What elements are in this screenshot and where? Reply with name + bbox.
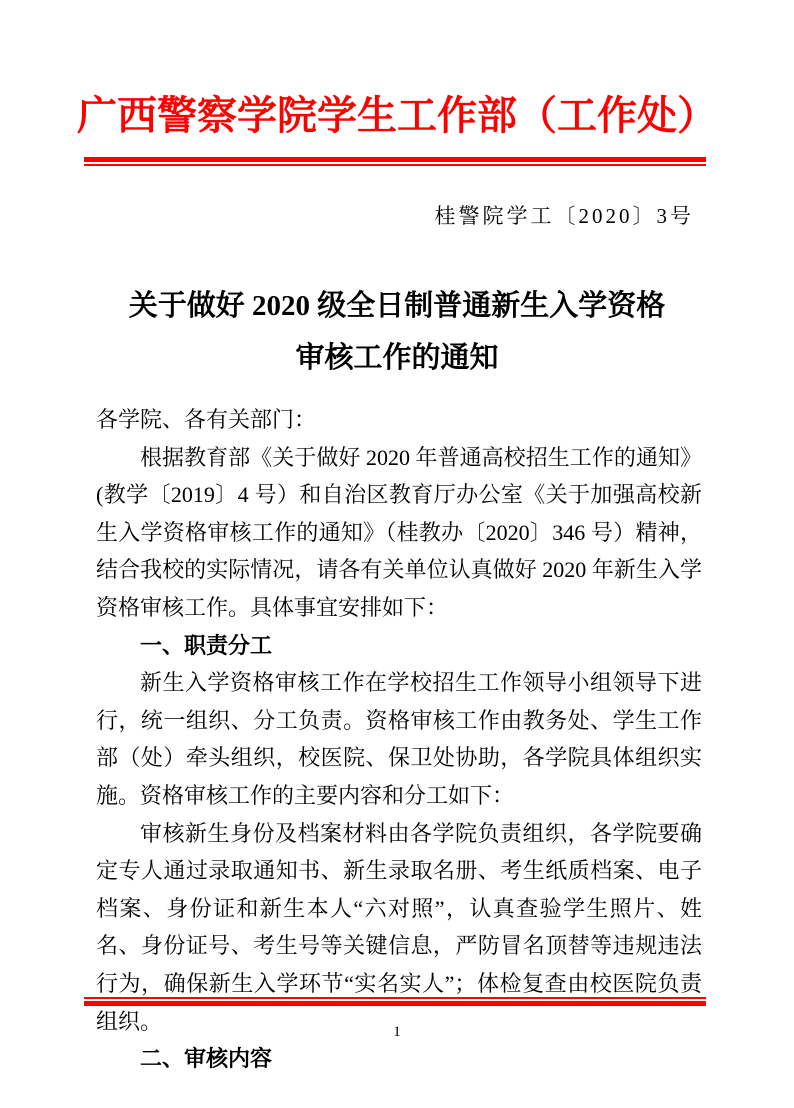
footer-rule-thick-bar [84,1001,706,1006]
salutation-line: 各学院、各有关部门： [96,407,317,432]
page-number: 1 [393,1024,401,1040]
section-heading-1-duty-division: 一、职责分工 [140,632,273,658]
document-title [0,280,794,384]
letterhead-org-title: 广西警察学院学生工作部（工作处） [77,93,717,138]
paragraph-duty-detail: 审核新生身份及档案材料由各学院负责组织，各学院要确定专人通过录取通知书、新生录取名册、考生纸质档案、电子档案、身份证和新生本人“六对照”，认真查验学生照片、姓名、身份证号、考生号等关键信息，严防冒名顶替等违规违法行为，确保新生入学环节“实名实人”；体检复查由校医院负责组织。 [96,820,702,1034]
document-reference-number: 桂警院学工〔2020〕3号 [434,204,694,228]
document-title-line2: 审核工作的通知 [295,342,499,374]
document-title-line1: 关于做好 2020 级全日制普通新生入学资格 [128,290,666,322]
document-body [96,401,702,1078]
paragraph-duty-organization: 新生入学资格审核工作在学校招生工作领导小组领导下进行，统一组织、分工负责。资格审核工作由教务处、学生工作部（处）牵头组织，校医院、保卫处协助，各学院具体组织实施。资格审核工作的主要内容和分工如下： [96,670,702,808]
header-double-rule [84,157,706,166]
section-heading-2-review-content: 二、审核内容 [140,1046,273,1072]
footer-double-rule [84,997,706,1006]
header-rule-thin-bar [84,164,706,166]
paragraph-policy-basis: 根据教育部《关于做好 2020 年普通高校招生工作的通知》(教学〔2019〕4 号）和自治区教育厅办公室《关于加强高校新生入学资格审核工作的通知》（桂教办〔2020〕346 号）精神，结合我校的实际情况，请各有关单位认真做好 2020 年新生入学资格审核工作。具体事宜安排如下： [96,444,702,620]
